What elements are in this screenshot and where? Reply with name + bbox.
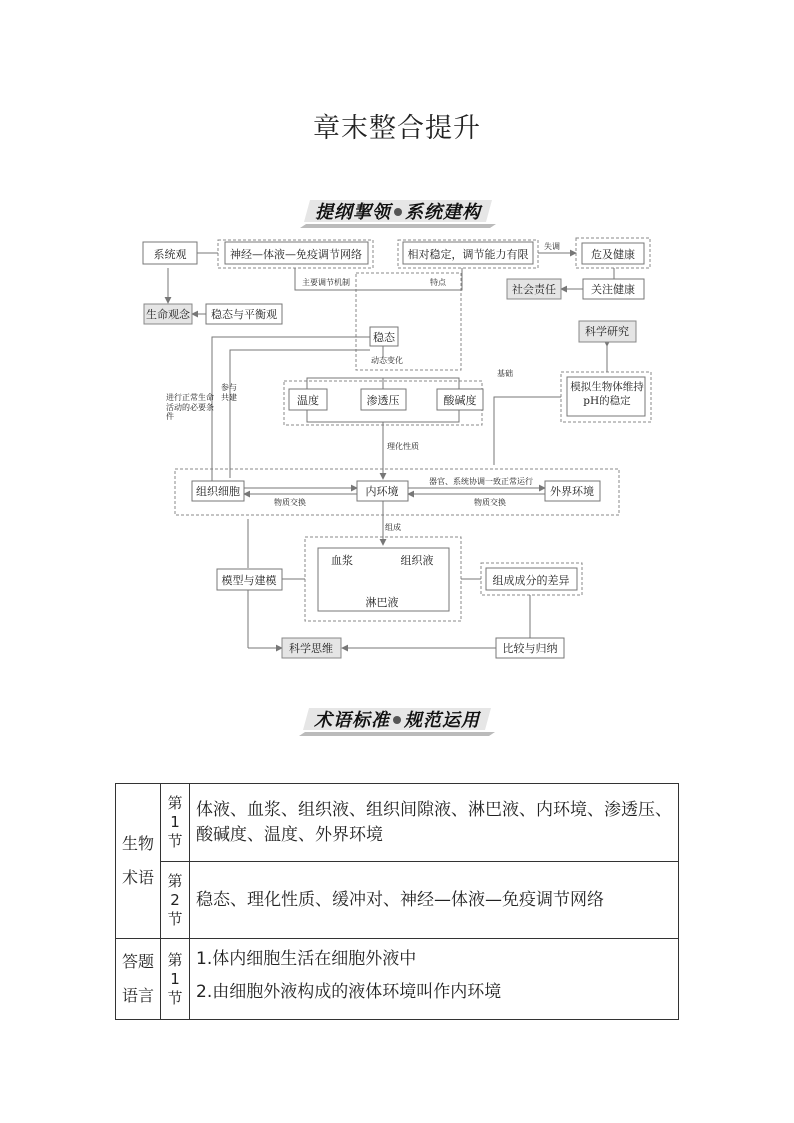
table-row bbox=[116, 862, 679, 939]
node-xitongguan: 系统观 bbox=[153, 248, 187, 261]
node-model-build: 模型与建模 bbox=[221, 574, 277, 587]
label-compose: 组成 bbox=[385, 523, 401, 532]
node-tissue-cell: 组织细胞 bbox=[196, 485, 240, 498]
label-participate: 参与共建 bbox=[221, 383, 237, 402]
node-network: 神经—体液—免疫调节网络 bbox=[230, 248, 362, 261]
node-internal-env: 内环境 bbox=[365, 485, 399, 498]
label-dynamic: 动态变化 bbox=[371, 356, 403, 365]
terms-banner-right: 规范运用 bbox=[404, 710, 480, 731]
node-tissue-fluid: 组织液 bbox=[400, 554, 434, 567]
answer-line-2: 2.由细胞外液构成的液体环境叫作内环境 bbox=[196, 982, 502, 1002]
terms-table bbox=[115, 783, 679, 1020]
label-feature: 特点 bbox=[430, 278, 446, 287]
table-row bbox=[116, 939, 679, 1020]
table-row bbox=[116, 784, 679, 862]
label-exchange-2: 物质交换 bbox=[474, 498, 506, 507]
page-title: 章末整合提升 bbox=[313, 113, 481, 144]
label-organ-coop: 器官、系统协调一致正常运行 bbox=[429, 477, 533, 486]
label-basis: 基础 bbox=[497, 369, 513, 378]
section-cell: 第1节 bbox=[161, 784, 190, 862]
label-physchem: 理化性质 bbox=[387, 442, 419, 451]
node-ph: 酸碱度 bbox=[443, 394, 477, 407]
node-lymph: 淋巴液 bbox=[365, 596, 399, 609]
node-external-env: 外界环境 bbox=[550, 485, 594, 498]
category-answer-language: 答题语言 bbox=[116, 939, 161, 1020]
answer-line-1: 1.体内细胞生活在细胞外液中 bbox=[196, 949, 417, 969]
node-homeostasis: 稳态 bbox=[373, 331, 395, 344]
node-care: 关注健康 bbox=[591, 283, 635, 296]
category-bio-terms: 生物术语 bbox=[116, 784, 161, 939]
section-cell: 第1节 bbox=[161, 939, 190, 1020]
label-exchange-1: 物质交换 bbox=[274, 498, 306, 507]
node-homeo-balance: 稳态与平衡观 bbox=[211, 308, 277, 321]
terms-banner bbox=[299, 706, 495, 736]
node-danger: 危及健康 bbox=[591, 248, 635, 261]
node-compare: 比较与归纳 bbox=[502, 642, 558, 655]
node-research: 科学研究 bbox=[585, 325, 629, 338]
terms-row-1: 体液、血浆、组织液、组织间隙液、淋巴液、内环境、渗透压、酸碱度、温度、外界环境 bbox=[190, 784, 679, 862]
label-main-mech: 主要调节机制 bbox=[302, 278, 350, 287]
node-life-view: 生命观念 bbox=[146, 308, 190, 321]
node-composition-diff: 组成成分的差异 bbox=[492, 574, 570, 587]
label-shitiao: 失调 bbox=[544, 242, 560, 251]
outline-banner-left: 提纲挈领 bbox=[315, 202, 391, 223]
section-cell: 第2节 bbox=[161, 862, 190, 939]
node-osmotic: 渗透压 bbox=[366, 394, 400, 407]
node-plasma: 血浆 bbox=[331, 554, 353, 567]
terms-row-3 bbox=[190, 939, 679, 1020]
banner-dot-icon bbox=[393, 716, 401, 724]
terms-banner-left: 术语标准 bbox=[314, 710, 390, 731]
node-sci-thinking: 科学思维 bbox=[289, 642, 333, 655]
label-necessary: 进行正常生命活动的必要条件 bbox=[166, 393, 214, 421]
node-model-ph: 模拟生物体维持pH的稳定 bbox=[570, 381, 644, 407]
terms-row-2: 稳态、理化性质、缓冲对、神经—体液—免疫调节网络 bbox=[190, 862, 679, 939]
node-relative-stable: 相对稳定，调节能力有限 bbox=[407, 248, 529, 261]
outline-banner-right: 系统建构 bbox=[405, 202, 481, 223]
node-social: 社会责任 bbox=[512, 283, 556, 296]
node-temperature: 温度 bbox=[297, 394, 319, 407]
